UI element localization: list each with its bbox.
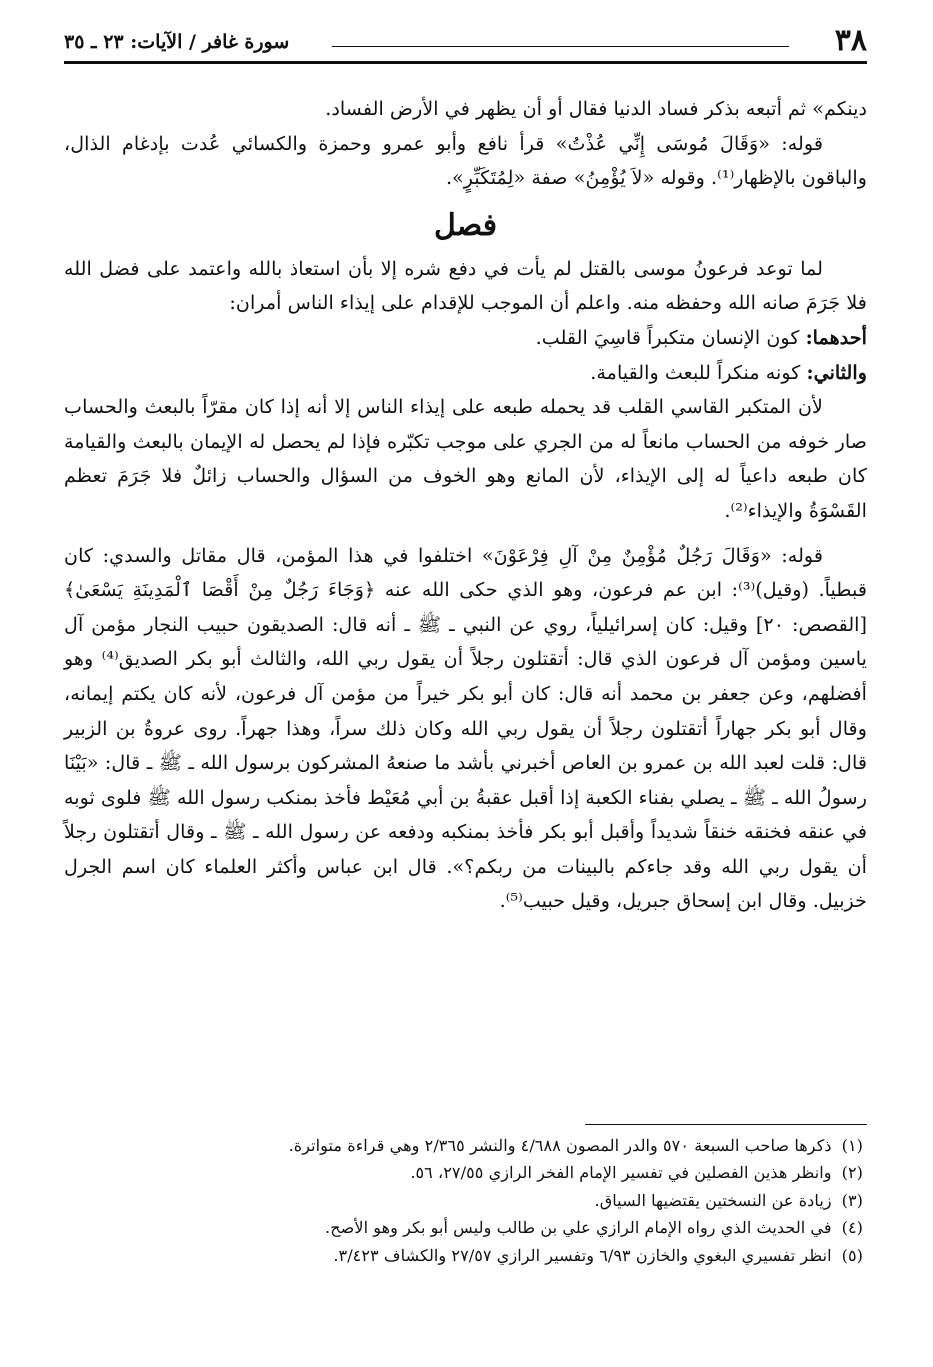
paragraph-3: لما توعد فرعونُ موسى بالقتل لم يأت في دفع شره إلا بأن استعاذ بالله واعتمد على فضل الله فلا جَرَمَ صانه الله وحفظه منه. واعلم أن الموجب للإقدام على إيذاء الناس أمران: [64, 256, 867, 315]
section-heading: فصل [433, 207, 498, 243]
page-number: ٣٨ [834, 23, 867, 58]
footnote-number: (٥) [841, 1245, 863, 1265]
footnote-item [64, 1242, 863, 1269]
paragraph-5: قوله: «وَقَالَ رَجُلٌ مُؤْمِنٌ مِنْ آلِ فِرْعَوْنَ» اختلفوا في هذا المؤمن، قال مقاتل والسدي: كان قبطياً. (وقيل)⁽³⁾: ابن عم فرعون، وهو الذي حكى الله عنه ﴿وَجَاءَ رَجُلٌ مِنْ أَقْصَا ٱلْمَدِينَةِ يَسْعَىٰ﴾ [القصص: ٢٠] وقيل: كان إسرائيلياً، روي عن النبي ـ ﷺ ـ أنه قال: الصديقون حبيب النجار مؤمن آل ياسين ومؤمن آل فرعون الذي قال: أتقتلون رجلاً أن يقول ربي الله، والثالث أبو بكر الصديق⁽⁴⁾ وهو أفضلهم، وعن جعفر بن محمد أنه قال: كان أبو بكر خيراً من مؤمن آل فرعون، لأنه كان يكتم إيمانه، وقال أبو بكر جهاراً أتقتلون رجلاً أن يقول ربي الله وكان ذلك سراً، وهذا جهراً. روى عروةُ بن الزبير قال: قلت لعبد الله بن عمرو بن العاص أخبرني بأشد ما صنعهُ المشركون برسول الله ـ ﷺ ـ قال: «بَيْنَا رسولُ الله ـ ﷺ ـ يصلي بفناء الكعبة إذا أقبل عقبةُ بن أبي مُعَيْط فأخذ بمنكب رسول الله ﷺ فلوى ثوبه في عنقه فخنقه خنقاً شديداً وأقبل أبو بكر فأخذ بمنكبه ودفعه عن رسول الله ـ ﷺ ـ وقال أتقتلون رجلاً أن يقول ربي الله وقد جاءكم بالبينات من ربكم؟». قال ابن عباس وأكثر العلماء كان اسم الجرل خزبيل. وقال ابن إسحاق جبريل، وقيل حبيب⁽⁵⁾. [64, 543, 867, 913]
main-text [64, 92, 867, 919]
list-item-first-label: أحدهما: [805, 325, 867, 349]
list-item-second [64, 356, 867, 391]
list-item-first [64, 321, 867, 356]
footnote-number: (١) [841, 1136, 863, 1155]
list-item-second-text: كونه منكراً للبعث والقيامة. [590, 360, 801, 384]
list-item-first-text: كون الإنسان متكبراً قاسِيَ القلب. [535, 325, 800, 349]
header-rule [64, 61, 867, 64]
header-dash-line [332, 46, 789, 47]
footnote-item [64, 1214, 863, 1241]
footnote-number: (٢) [841, 1163, 863, 1183]
footnote-item [64, 1132, 863, 1159]
paragraph-2: قوله: «وَقَالَ مُوسَى إِنِّي عُذْتُ» قرأ نافع وأبو عمرو وحمزة والكسائي عُدت بإدغام الذال، والباقون بالإظهار⁽¹⁾. وقوله «لاَ يُؤْمِنُ» صفة «لِمُتَكَبِّرٍ». [64, 131, 867, 190]
running-header [64, 20, 867, 64]
footnote-text: في الحديث الذي رواه الإمام الرازي علي بن طالب وليس أبو بكر وهو الأصح. [325, 1218, 832, 1238]
footnote-rule [585, 1124, 867, 1125]
footnote-item [64, 1187, 863, 1214]
header-title: سورة غافر / الآيات: ٢٣ ـ ٣٥ [64, 31, 290, 53]
footnote-text: زيادة عن النسختين يقتضيها السياق. [594, 1190, 832, 1210]
footnote-text: انظر تفسيري البغوي والخازن ٦/٩٣ وتفسير الرازي ٢٧/٥٧ والكشاف ٣/٤٢٣. [333, 1245, 832, 1265]
footnotes [64, 1132, 863, 1269]
paragraph-1: دينكم» ثم أتبعه بذكر فساد الدنيا فقال أو أن يظهر في الأرض الفساد. [325, 97, 867, 120]
list-item-second-label: والثاني: [806, 360, 867, 384]
footnote-text: وانظر هذين الفصلين في تفسير الإمام الفخر الرازي ٢٧/٥٥، ٥٦. [410, 1163, 832, 1183]
paragraph-gap [64, 529, 867, 539]
footnote-number: (٤) [841, 1218, 863, 1238]
paragraph-4: لأن المتكبر القاسي القلب قد يحمله طبعه على إيذاء الناس إلا أنه إذا كان مقرّاً بالبعث والحساب صار خوفه من الحساب مانعاً له من الجري على موجب تكبّره فإذا لم يحصل له الإيمان بالبعث والقيامة كان طبعه داعياً له إلى الإيذاء، لأن المانع وهو الخوف من السؤال والحساب زائلٌ فلا جَرَمَ تعظم القَسْوَةُ والإيذاء⁽²⁾. [64, 395, 867, 522]
footnote-text: ذكرها صاحب السبعة ٥٧٠ والدر المصون ٤/٦٨٨ والنشر ٢/٣٦٥ وهي قراءة متواترة. [288, 1136, 832, 1155]
footnote-item [64, 1159, 863, 1186]
footnote-number: (٣) [841, 1190, 863, 1210]
